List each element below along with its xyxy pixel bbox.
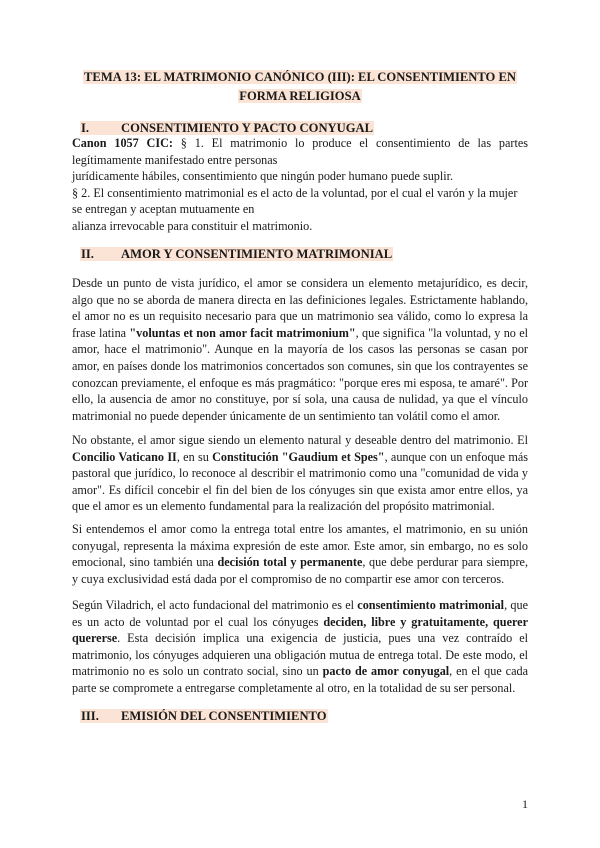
- title-line-2: FORMA RELIGIOSA: [239, 89, 361, 103]
- page-number: 1: [522, 797, 528, 811]
- section-title-3: EMISIÓN DEL CONSENTIMIENTO: [121, 709, 327, 723]
- canon-line-2: legítimamente manifestado entre personas: [72, 152, 278, 167]
- section-number-1: I.: [81, 121, 90, 135]
- canon-label: Canon 1057 CIC:: [72, 136, 173, 150]
- document-title: [72, 68, 528, 106]
- consentimiento-emphasis: consentimiento matrimonial: [357, 598, 505, 612]
- canon-line-5: se entregan y aceptan mutuamente en: [72, 202, 255, 217]
- paragraph-4: Según Viladrich, el acto fundacional del matrimonio es el consentimiento matrimonial, que es un acto de voluntad por el cual los cónyuges deciden, libre y gratuitamente, querer quererse. Esta decisión implica una exigencia de justicia, pues una vez contraído el matrimonio, los cónyuges adquieren una obligación mutua de entrega total. De este modo, el matrimonio no es solo un contrato social, sino un pacto de amor conyugal, en el que cada parte se compromete a entregarse completamente al otro, en la totalidad de su ser personal.: [72, 598, 528, 695]
- pacto-emphasis: pacto de amor conyugal: [322, 664, 450, 679]
- title-line-1: TEMA 13: EL MATRIMONIO CANÓNICO (III): EL CONSENTIMIENTO EN: [84, 70, 516, 84]
- paragraph-3: Si entendemos el amor como la entrega total entre los amantes, el matrimonio, en su unión conyugal, representa la máxima expresión de este amor. Este amor, sin embargo, no es solo emocional, sino también una decisión total y permanente, que debe perdurar para siempre, y cuya exclusividad está dada por el compromiso de no compartir ese amor con terceros.: [72, 522, 528, 586]
- concilio-reference: Concilio Vaticano II: [72, 449, 177, 464]
- canon-line-3: jurídicamente hábiles, consentimiento que ningún poder humano puede suplir.: [72, 169, 454, 184]
- section-number-2: II.: [81, 247, 94, 261]
- canon-1057-block: [72, 135, 528, 235]
- latin-phrase: "voluntas et non amor facit matrimonium": [129, 325, 356, 340]
- canon-line-6: alianza irrevocable para constituir el matrimonio.: [72, 218, 313, 233]
- section-number-3: III.: [81, 709, 99, 723]
- canon-line-1: Canon 1057 CIC: § 1. El matrimonio lo produce el consentimiento de las partes: [72, 136, 528, 150]
- paragraph-2: No obstante, el amor sigue siendo un elemento natural y deseable dentro del matrimonio. El Concilio Vaticano II, en su Constitución "Gaudium et Spes", aunque con un enfoque más pastoral que jurídico, lo reconoce al describir el matrimonio como una "comunidad de vida y amor". Es difícil concebir el fin del bien de los cónyuges sin que exista amor entre ellos, ya que el amor es un elemento fundamental para la realización del propósito matrimonial.: [72, 433, 528, 514]
- canon-line-4: § 2. El consentimiento matrimonial es el acto de la voluntad, por el cual el varón y la mujer: [72, 185, 518, 200]
- section-title-2: AMOR Y CONSENTIMIENTO MATRIMONIAL: [121, 247, 393, 261]
- decision-emphasis: decisión total y permanente: [217, 555, 363, 570]
- section-heading-1: [80, 120, 374, 136]
- paragraph-1: Desde un punto de vista jurídico, el amor se considera un elemento metajurídico, es decir, algo que no se aborda de manera directa en las definiciones legales. Estrictamente hablando, el amor no es un requisito necesario para que un matrimonio sea válido, como lo expresa la frase latina "voluntas et non amor facit matrimonium", que significa "la voluntad, y no el amor, hace el matrimonio". Aunque en la mayoría de los casos las personas se casan por amor, en países donde los matrimonios concertados son comunes, sin que los contrayentes se conozcan previamente, el enfoque es más pragmático: "porque eres mi esposa, te amaré". Por ello, la ausencia de amor no constituye, por sí sola, una causa de nulidad, ya que el vínculo matrimonial no puede depender únicamente de un sentimiento tan volátil como el amor.: [72, 276, 529, 423]
- section-heading-2: [80, 246, 393, 262]
- section-title-1: CONSENTIMIENTO Y PACTO CONYUGAL: [121, 121, 374, 135]
- section-heading-3: [80, 708, 328, 724]
- querer-quererse-emphasis: deciden, libre y gratuitamente, querer quererse: [72, 614, 528, 646]
- gaudium-et-spes-reference: Constitución "Gaudium et Spes": [212, 449, 385, 464]
